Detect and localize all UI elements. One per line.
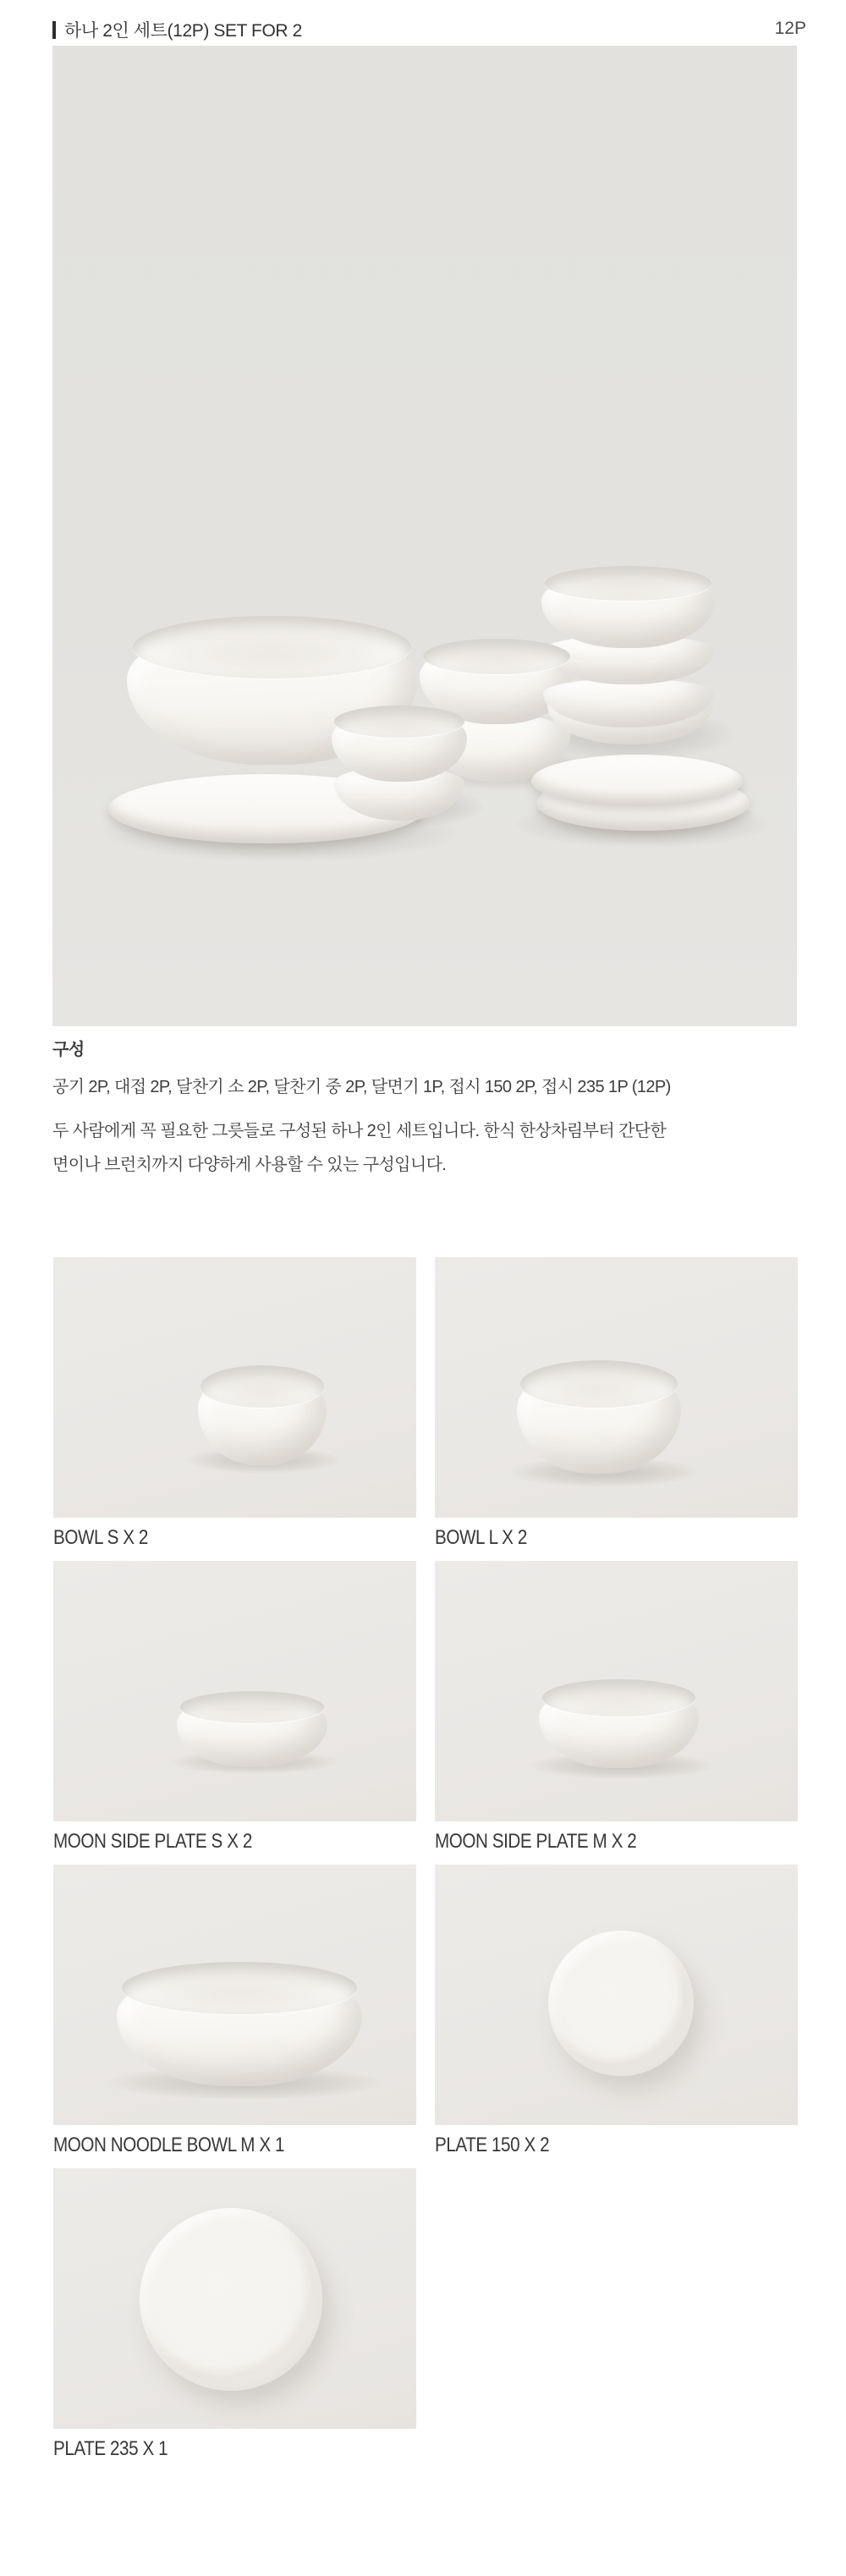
product-photo-plate-235 bbox=[53, 2168, 416, 2429]
moon-noodle-bowl-m-image bbox=[117, 1968, 362, 2086]
bowl-l-image bbox=[517, 1365, 681, 1474]
product-label: MOON SIDE PLATE S X 2 bbox=[53, 1830, 252, 1853]
page-title: 하나 2인 세트(12P) SET FOR 2 bbox=[64, 21, 302, 41]
gallery-tile-moon-side-plate-s bbox=[53, 1561, 416, 1853]
gallery-tile-moon-side-plate-m bbox=[435, 1561, 798, 1853]
header-left bbox=[52, 17, 302, 42]
plate-235-image bbox=[140, 2208, 322, 2391]
gallery-tile-moon-noodle-bowl-m bbox=[53, 1865, 416, 2156]
product-photo-bowl-s bbox=[53, 1257, 416, 1518]
composition-heading: 구성 bbox=[52, 1041, 85, 1059]
hero-side-plate-s-upper bbox=[332, 709, 467, 782]
hero-bowl-stack-1 bbox=[541, 570, 715, 648]
product-label: PLATE 150 X 2 bbox=[435, 2134, 550, 2156]
piece-count-badge: 12P bbox=[774, 19, 806, 38]
header bbox=[52, 17, 806, 42]
product-photo-moon-side-plate-s bbox=[53, 1561, 416, 1821]
description-line-1: 두 사람에게 꼭 필요한 그릇들로 구성된 하나 2인 세트입니다. 한식 한상차림부터 간단한 bbox=[52, 1122, 667, 1140]
moon-side-plate-s-image bbox=[177, 1694, 327, 1767]
component-gallery bbox=[53, 1257, 798, 2460]
plate-150-image bbox=[548, 1931, 694, 2076]
product-label: PLATE 235 X 1 bbox=[53, 2437, 168, 2460]
composition-section bbox=[52, 1039, 798, 1182]
gallery-tile-bowl-l bbox=[435, 1257, 798, 1549]
hero-plate-150-upper bbox=[531, 755, 743, 807]
gallery-tile-plate-150 bbox=[435, 1865, 798, 2156]
hero-bowl-stack-3 bbox=[543, 678, 714, 728]
product-photo-moon-side-plate-m bbox=[435, 1561, 798, 1821]
title-accent-bar bbox=[52, 21, 56, 39]
product-photo-moon-noodle-bowl-m bbox=[53, 1865, 416, 2125]
gallery-tile-bowl-s bbox=[53, 1257, 416, 1549]
description-line-2: 면이나 브런치까지 다양하게 사용할 수 있는 구성입니다. bbox=[52, 1156, 447, 1174]
product-photo-plate-150 bbox=[435, 1865, 798, 2125]
product-description bbox=[52, 1114, 798, 1182]
gallery-tile-plate-235 bbox=[53, 2168, 416, 2460]
moon-side-plate-m-image bbox=[539, 1683, 699, 1768]
bowl-s-image bbox=[198, 1370, 327, 1465]
product-label: MOON NOODLE BOWL M X 1 bbox=[53, 2134, 285, 2156]
product-label: MOON SIDE PLATE M X 2 bbox=[435, 1830, 637, 1853]
product-label: BOWL L X 2 bbox=[435, 1526, 527, 1549]
composition-items: 공기 2P, 대접 2P, 달찬기 소 2P, 달찬기 중 2P, 달면기 1P, 접시 150 2P, 접시 235 1P (12P) bbox=[52, 1078, 671, 1096]
hero-photo bbox=[52, 46, 797, 1026]
product-photo-bowl-l bbox=[435, 1257, 798, 1518]
product-label: BOWL S X 2 bbox=[53, 1526, 148, 1549]
